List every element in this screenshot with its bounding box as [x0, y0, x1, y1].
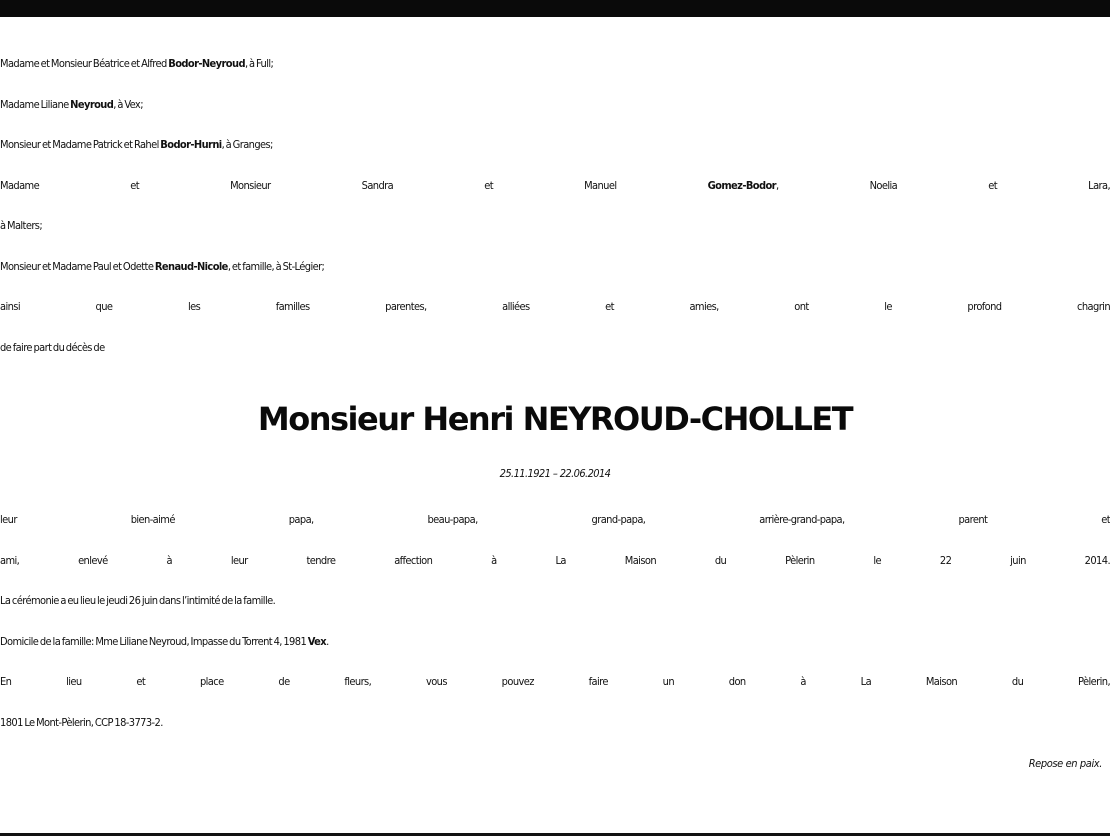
body-line-text: Domicile de la famille: Mme Liliane Neyroud, Impasse du Torrent 4, 1981 [0, 634, 308, 648]
family-line-suffix: , à Full; [244, 57, 274, 70]
family-surname: Gomez-Bodor [707, 178, 776, 192]
family-line-5 [0, 206, 1110, 247]
family-surname: Renaud-Nicole [154, 259, 228, 273]
family-line-text: à Malters; [0, 219, 43, 232]
body-line-5: En lieu et place de fleurs, vous pouvez faire un don à La Maison du Pèlerin, [0, 675, 1110, 688]
obituary-notice [0, 44, 1110, 785]
deceased-name: Monsieur Henri NEYROUD-CHOLLET [257, 400, 853, 438]
family-line-text: Madame Liliane [0, 97, 71, 111]
top-border-rule [0, 0, 1110, 17]
intro-line-1: ainsi que les familles parentes, alliées et amies, ont le profond chagrin [0, 300, 1110, 313]
family-line-suffix: , à Vex; [113, 97, 143, 111]
body-line-1: leur bien-aimé papa, beau-papa, grand-papa, arrière-grand-papa, parent et [0, 513, 1110, 526]
life-dates: 25.11.1921 – 22.06.2014 [499, 467, 611, 480]
body-line-suffix: . [326, 634, 329, 648]
family-line-4 [0, 166, 1110, 207]
village-name: Vex [307, 634, 327, 648]
family-line-suffix: , Noelia et Lara, [775, 178, 1110, 192]
family-line-suffix: , et famille, à St-Légier; [227, 259, 325, 273]
closing-phrase: Repose en paix. [1028, 757, 1102, 770]
family-line-text: Madame et Monsieur Sandra et Manuel [0, 178, 708, 192]
body-line-6: 1801 Le Mont-Pèlerin, CCP 18-3773-2. [0, 715, 163, 729]
family-surname: Bodor-Hurni [160, 138, 222, 151]
family-line-3 [0, 125, 1110, 166]
intro-line-2: de faire part du décès de [0, 340, 105, 354]
family-surname: Neyroud [70, 97, 114, 111]
family-line-text: Monsieur et Madame Paul et Odette [0, 259, 155, 273]
body-line-3: La cérémonie a eu lieu le jeudi 26 juin dans l’intimité de la famille. [0, 594, 276, 607]
family-line-6 [0, 247, 1110, 288]
family-line-suffix: , à Granges; [221, 138, 273, 151]
family-line-1 [0, 44, 1110, 85]
family-line-text: Monsieur et Madame Patrick et Rahel [0, 138, 161, 151]
body-line-2: ami, enlevé à leur tendre affection à La Maison du Pèlerin le 22 juin 2014. [0, 553, 1110, 567]
body-line-4 [0, 622, 1110, 663]
family-line-text: Madame et Monsieur Béatrice et Alfred [0, 57, 169, 70]
bottom-border-rule [0, 833, 1110, 836]
family-surname: Bodor-Neyroud [168, 57, 245, 70]
family-line-2 [0, 85, 1110, 126]
